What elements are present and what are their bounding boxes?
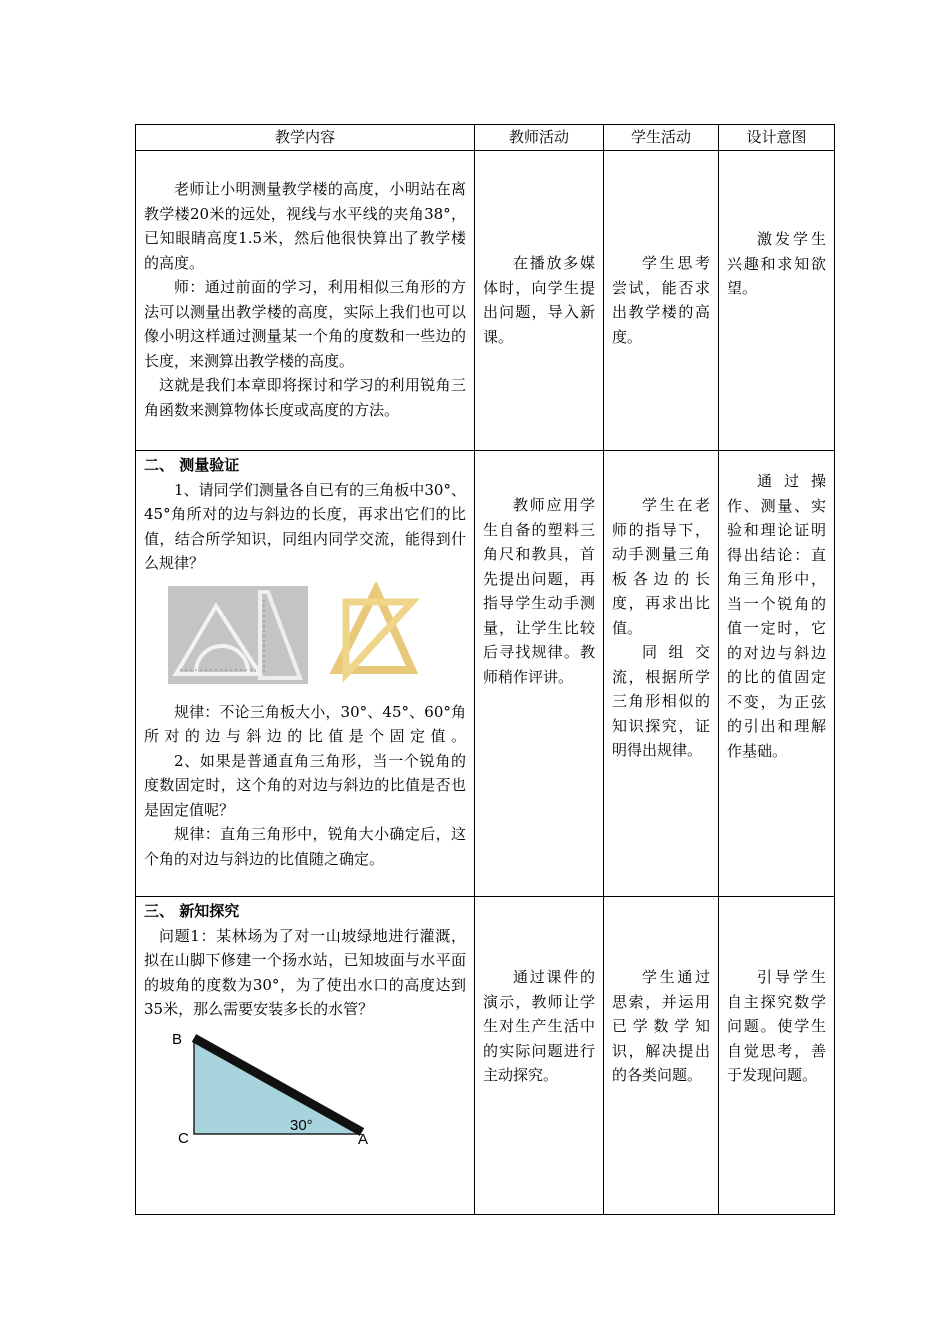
row1-intent-text: 激发学生兴趣和求知欲望。 [727,230,826,297]
triangle-ruler-photo [168,586,308,684]
row1-paragraph: 这就是我们本章即将探讨和学习的利用锐角三角函数来测算物体长度或高度的方法。 [144,376,466,419]
table-row [136,897,835,1215]
row2-content-cell [136,451,475,897]
section-heading: 二、 测量验证 [144,456,240,474]
row2-student-text: 同组交流，根据所学三角形相似的知识探究，证明得出规律。 [612,643,710,759]
header-teacher: 教师活动 [475,125,604,151]
row2-intent-cell [719,451,835,897]
row2-teacher-cell [475,451,604,897]
label-b: B [172,1030,183,1048]
row3-teacher-text: 通过课件的演示，教师让学生对生产生活中的实际问题进行主动探究。 [483,968,595,1084]
row1-teacher-text: 在播放多媒体时，向学生提出问题，导入新课。 [483,254,595,346]
table-row [136,151,835,451]
row1-intent-cell [719,151,835,451]
row2-paragraph: 规律：不论三角板大小，30°、45°、60°角所对的边与斜边的比值是个固定值。 [144,702,466,745]
lesson-plan-table [135,124,835,1215]
row2-student-cell [604,451,719,897]
row2-teacher-text: 教师应用学生自备的塑料三角尺和教具，首先提出问题，再指导学生动手测量，让学生比较后寻找规律。教师稍作评讲。 [483,496,595,686]
row2-student-text: 学生在老师的指导下，动手测量三角板各边的长度，再求出比值。 [612,496,710,637]
row3-paragraph: 问题1：某林场为了对一山坡绿地进行灌溉，拟在山脚下修建一个扬水站，已知坡面与水平面的坡角的度数为30°，为了使出水口的高度达到35米，那么需要安装多长的水管？ [144,926,466,1018]
row1-student-cell [604,151,719,451]
header-row [136,125,835,151]
row2-paragraph: 规律：直角三角形中，锐角大小确定后，这个角的对边与斜边的比值随之确定。 [144,825,466,868]
row3-content-cell [136,897,475,1215]
header-content: 教学内容 [136,125,475,151]
row3-intent-cell [719,897,835,1215]
angle-label: 30° [290,1116,313,1134]
row3-student-cell [604,897,719,1215]
row1-content-cell [136,151,475,451]
row2-intent-text: 通过操作、测量、实验和理论证明得出结论：直角三角形中，当一个锐角的值一定时，它的对边与斜边的比的值固定不变，为正弦的引出和理解作基础。 [727,472,826,760]
label-c: C [178,1129,189,1147]
table-row [136,451,835,897]
row1-teacher-cell [475,151,604,451]
triangle-photos [160,586,466,686]
row1-paragraph: 老师让小明测量教学楼的高度，小明站在离教学楼20米的远处，视线与水平线的夹角38°，已知眼睛高度1.5米，然后他很快算出了教学楼的高度。 [144,180,466,272]
header-intent: 设计意图 [719,125,835,151]
row2-paragraph: 2、如果是普通直角三角形，当一个锐角的度数固定时，这个角的对边与斜边的比值是否也是固定值呢？ [144,751,466,819]
section-heading: 三、 新知探究 [144,902,240,920]
row3-student-text: 学生通过思索，并运用已学数学知识，解决提出的各类问题。 [612,968,710,1084]
row3-teacher-cell [475,897,604,1215]
row2-paragraph: 1、请同学们测量各自已有的三角板中30°、45°角所对的边与斜边的长度，再求出它们的比值，结合所学知识，同组内同学交流，能得到什么规律？ [144,480,466,572]
wooden-triangle-photo [326,582,422,682]
slope-triangle-figure [150,1030,390,1150]
row3-intent-text: 引导学生自主探究数学问题。使学生自觉思考，善于发现问题。 [727,968,826,1084]
row1-paragraph: 师：通过前面的学习，利用相似三角形的方法可以测量出教学楼的高度，实际上我们也可以像小明这样通过测量某一个角的度数和一些边的长度，来测算出教学楼的高度。 [144,278,466,370]
header-student: 学生活动 [604,125,719,151]
row1-student-text: 学生思考尝试，能否求出教学楼的高度。 [612,254,710,346]
label-a: A [358,1130,369,1148]
